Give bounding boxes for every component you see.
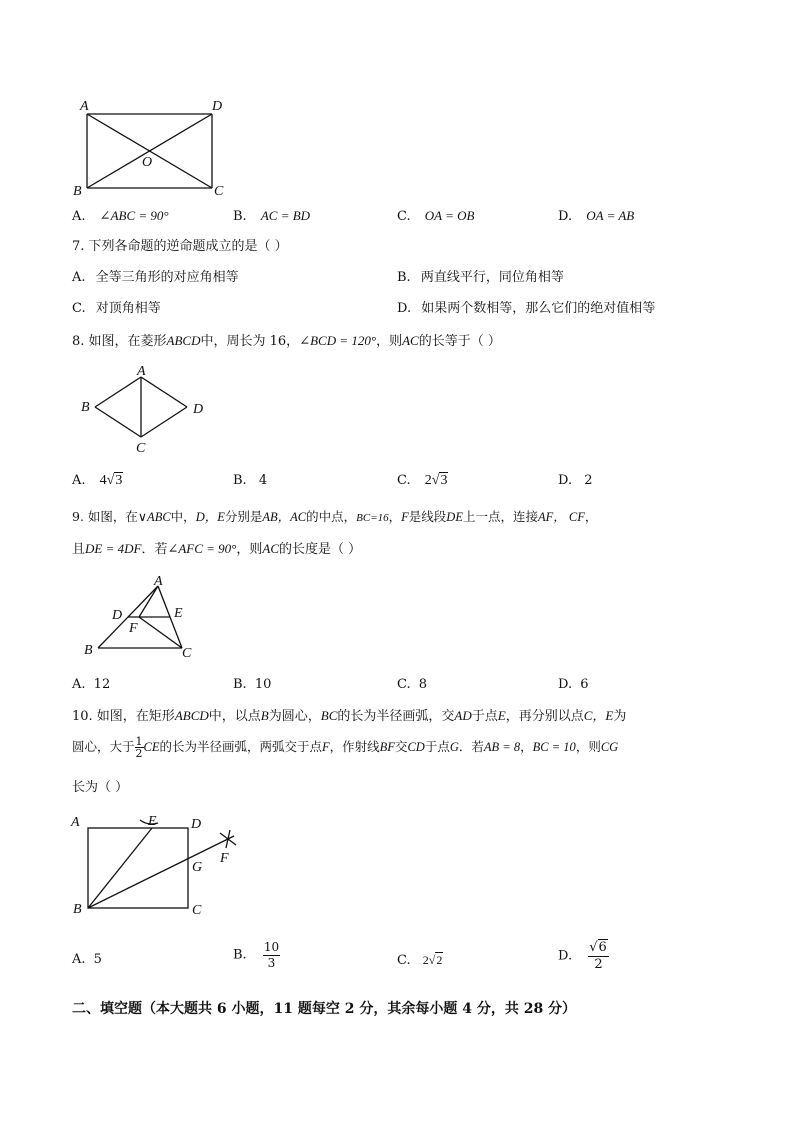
q6-option-d[interactable]: D. OA = AB [558, 208, 635, 224]
q8-label-d: D [193, 402, 204, 417]
q10-stem-line3: 长为（ ） [72, 780, 129, 795]
q6-label-b: B [73, 184, 82, 199]
q9-option-b[interactable]: B. 10 [233, 677, 272, 692]
q8-rhombus-figure [75, 362, 215, 457]
q6-label-a: A [80, 99, 89, 114]
q9-stem-line2: 且DE = 4DF．若∠AFC = 90°，则AC的长度是（ ） [72, 541, 362, 557]
q8-option-d[interactable]: D. 2 [558, 473, 593, 488]
q10-option-b[interactable]: B. $\frac{10}{3}$ [233, 940, 280, 970]
q10-stem-line2: 圆心，大于 $\frac{1}{2}$ CE的长为半径画弧，两弧交于点F，作射线BF交CD于点G．若AB = 8，BC = 10，则CG [72, 735, 619, 760]
q9-label-b: B [84, 643, 93, 658]
q8-label-a: A [137, 364, 146, 379]
q8-option-b[interactable]: B. 4 [233, 473, 268, 488]
q8-label-c: C [136, 441, 146, 456]
q6-option-c[interactable]: C. OA = OB [397, 208, 475, 224]
q10-option-a[interactable]: A. 5 [72, 952, 102, 967]
q9-option-c[interactable]: C. 8 [397, 677, 428, 692]
q9-label-a: A [154, 574, 163, 589]
q8-label-b: B [81, 400, 90, 415]
q7-stem: 7. 下列各命题的逆命题成立的是（ ） [72, 239, 288, 254]
q9-label-f: F [129, 621, 138, 636]
q10-option-b-fraction: $\frac{10}{3}$ [263, 940, 280, 970]
q10-label-e: E [148, 814, 157, 829]
q7-option-d[interactable]: D. 如果两个数相等，那么它们的绝对值相等 [397, 301, 656, 316]
q6-option-a[interactable]: A. ∠ABC = 90° [72, 208, 169, 224]
q6-option-b[interactable]: B. AC = BD [233, 208, 311, 224]
q8-option-a[interactable]: A. 4√3 [72, 473, 123, 488]
q7-option-c[interactable]: C. 对顶角相等 [72, 301, 161, 316]
q10-label-g: G [192, 860, 203, 875]
q9-label-e: E [174, 606, 183, 621]
q10-option-d[interactable]: D. $\frac{√6}{2}$ [558, 940, 607, 972]
q9-stem-line1: 9. 如图，在∨ABC中，D，E分别是AB，AC的中点，BC=16，F是线段DE上一点，连接AF， CF， [72, 509, 598, 524]
q6-label-o: O [142, 155, 153, 170]
q10-label-d: D [191, 817, 202, 832]
q10-option-c[interactable]: C. 2√2 [397, 953, 443, 968]
q10-label-c: C [192, 903, 202, 918]
q8-option-c[interactable]: C. 2√3 [397, 473, 448, 488]
q10-label-a: A [71, 815, 80, 830]
q10-label-f: F [220, 851, 229, 866]
q10-stem-line1: 10. 如图，在矩形ABCD中，以点B为圆心，BC的长为半径画弧，交AD于点E，再分别以点C，E为 [72, 708, 627, 724]
q7-option-b[interactable]: B. 两直线平行，同位角相等 [397, 270, 564, 285]
q9-triangle-figure [80, 573, 210, 663]
q9-option-d[interactable]: D. 6 [558, 677, 589, 692]
q9-label-c: C [182, 646, 192, 661]
q9-label-d: D [112, 608, 123, 623]
q7-option-a[interactable]: A. 全等三角形的对应角相等 [72, 270, 239, 285]
q6-label-c: C [214, 184, 224, 199]
q10-rectangle-figure [68, 810, 248, 925]
q10-fraction-half: $\frac{1}{2}$ [135, 735, 143, 760]
q10-label-b: B [73, 902, 82, 917]
section-2-heading: 二、填空题（本大题共 6 小题，11 题每空 2 分，其余每小题 4 分，共 28 分） [72, 1001, 577, 1017]
q10-option-d-fraction: $\frac{√6}{2}$ [589, 940, 607, 972]
q8-stem: 8. 如图，在菱形ABCD中，周长为 16，∠BCD = 120°，则AC的长等于（ ） [72, 333, 501, 349]
q9-option-a[interactable]: A. 12 [72, 677, 111, 692]
q6-label-d: D [212, 99, 223, 114]
q6-rectangle-figure [70, 95, 250, 205]
